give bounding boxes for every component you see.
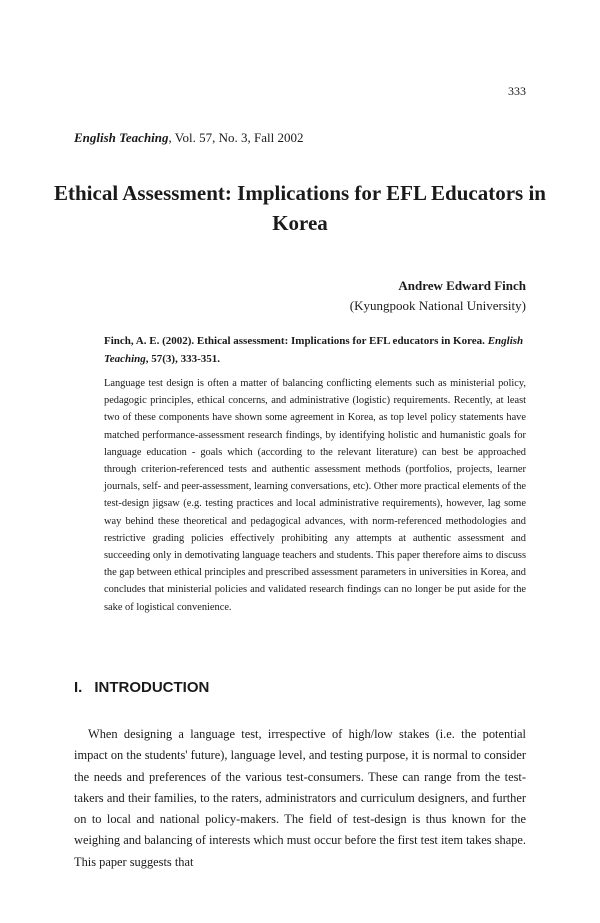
author-affiliation: (Kyungpook National University)	[349, 298, 526, 313]
section-heading	[74, 679, 209, 696]
citation-volume: , 57(3), 333-351.	[145, 353, 221, 365]
section-title: INTRODUCTION	[94, 679, 210, 696]
body-paragraph: When designing a language test, irrespective of high/low stakes (i.e. the potential impact on the students' future), language level, and testing purpose, it is normal to consider the needs and preferences of the various test-consumers. These can range from the test-takers and their families, to the raters, administrators and curriculum designers, and further on to local and national policy-makers. The field of test-design is thus known for the weighing and balancing of interests which must occur before the first test item takes shape. This paper suggests that	[74, 727, 526, 869]
author-block	[350, 276, 526, 316]
journal-details: , Vol. 57, No. 3, Fall 2002	[168, 130, 304, 145]
abstract: Language test design is often a matter of balancing conflicting elements such as ministerial policy, pedagogic principles, ethical concerns, and administrative (logistic) requirements. Recently, at least two of these components have shown some agreement in Korea, as top level policy statements have matched performance-assessment research findings, by identifying holistic and humanistic goals for language education - goals which (according to the relevant literature) can best be approached through criterion-referenced tests and authentic assessment methods (portfolios, projects, learner journals, self- and peer-assessment, learning conversations, etc). Other more practical elements of the test-design jigsaw (e.g. testing practices and local administrative requirements), however, lag some way behind these theoretical and pedagogical advances, with norm-referenced methodologies and restrictive grading policies effectively prohibiting any attempts at authentic assessment and succeeding only in demotivating language teachers and students. This paper therefore aims to discuss the gap between ethical principles and prescribed assessment parameters in universities in Korea, and concludes that ministerial policies and validated research findings can no longer be put aside for the sake of logistical convenience.	[104, 378, 526, 613]
page-number: 333	[508, 84, 526, 98]
author-name: Andrew Edward Finch	[398, 278, 526, 293]
citation-journal: English Teaching	[104, 335, 524, 365]
journal-header	[74, 130, 303, 146]
citation-text: Finch, A. E. (2002). Ethical assessment: Implications for EFL educators in Korea.	[104, 335, 488, 347]
journal-name: English Teaching	[74, 130, 169, 145]
citation	[104, 332, 524, 368]
section-number: I.	[74, 679, 83, 696]
article-title: Ethical Assessment: Implications for EFL Educators in Korea	[54, 181, 546, 235]
